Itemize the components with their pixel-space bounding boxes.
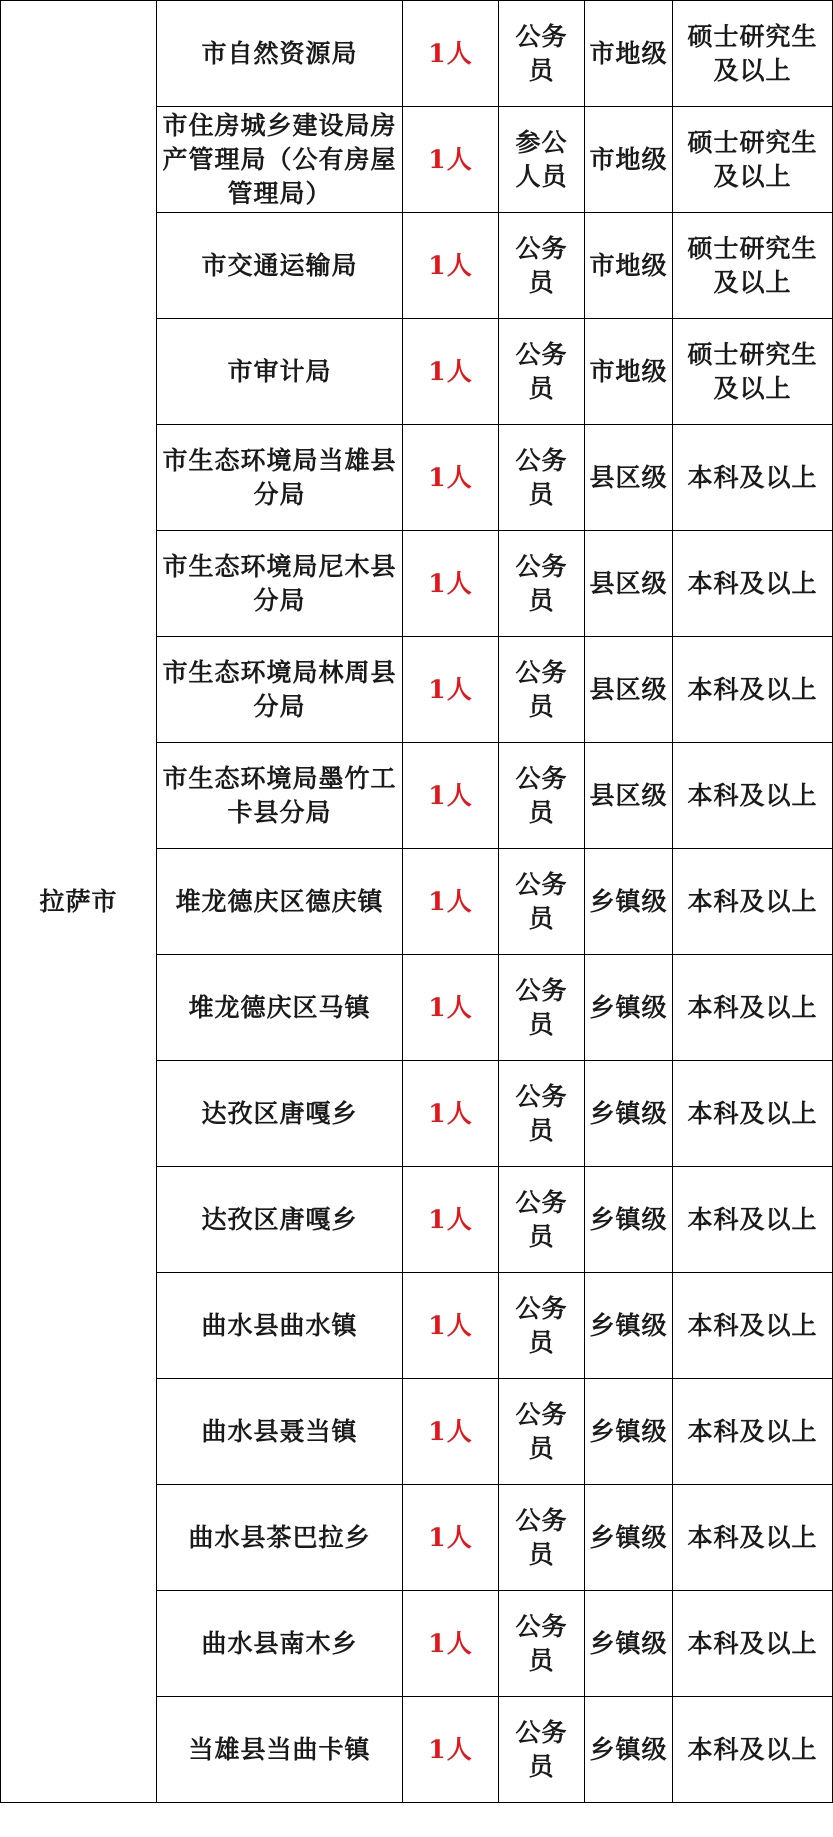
count-cell: 1人 [403,1697,499,1803]
unit-cell: 曲水县南木乡 [157,1591,403,1697]
education-cell: 硕士研究生及以上 [673,213,833,319]
count-cell: 1人 [403,1379,499,1485]
unit-cell: 曲水县茶巴拉乡 [157,1485,403,1591]
type-cell: 公务员 [499,849,585,955]
unit-cell: 堆龙德庆区马镇 [157,955,403,1061]
unit-cell: 达孜区唐嘎乡 [157,1061,403,1167]
level-cell: 市地级 [585,213,673,319]
table-body [1,1,833,1803]
count-cell: 1人 [403,1485,499,1591]
education-cell: 硕士研究生及以上 [673,319,833,425]
education-cell: 本科及以上 [673,637,833,743]
level-cell: 乡镇级 [585,1591,673,1697]
type-cell: 参公人员 [499,107,585,213]
count-cell: 1人 [403,319,499,425]
level-cell: 乡镇级 [585,1485,673,1591]
type-cell: 公务员 [499,1061,585,1167]
education-cell: 本科及以上 [673,1697,833,1803]
count-cell: 1人 [403,849,499,955]
type-cell: 公务员 [499,1167,585,1273]
level-cell: 乡镇级 [585,1273,673,1379]
type-cell: 公务员 [499,1379,585,1485]
count-cell: 1人 [403,107,499,213]
type-cell: 公务员 [499,531,585,637]
unit-cell: 堆龙德庆区德庆镇 [157,849,403,955]
unit-cell: 市生态环境局林周县分局 [157,637,403,743]
type-cell: 公务员 [499,319,585,425]
count-cell: 1人 [403,743,499,849]
education-cell: 本科及以上 [673,1273,833,1379]
type-cell: 公务员 [499,1591,585,1697]
unit-cell: 市生态环境局尼木县分局 [157,531,403,637]
unit-cell: 市住房城乡建设局房产管理局（公有房屋管理局） [157,107,403,213]
unit-cell: 当雄县当曲卡镇 [157,1697,403,1803]
type-cell: 公务员 [499,637,585,743]
unit-cell: 曲水县曲水镇 [157,1273,403,1379]
level-cell: 乡镇级 [585,955,673,1061]
unit-cell: 市生态环境局墨竹工卡县分局 [157,743,403,849]
type-cell: 公务员 [499,213,585,319]
education-cell: 硕士研究生及以上 [673,107,833,213]
education-cell: 本科及以上 [673,1591,833,1697]
count-cell: 1人 [403,955,499,1061]
count-cell: 1人 [403,1061,499,1167]
level-cell: 市地级 [585,1,673,107]
level-cell: 县区级 [585,531,673,637]
level-cell: 市地级 [585,107,673,213]
unit-cell: 市交通运输局 [157,213,403,319]
level-cell: 乡镇级 [585,1167,673,1273]
unit-cell: 达孜区唐嘎乡 [157,1167,403,1273]
level-cell: 乡镇级 [585,1697,673,1803]
education-cell: 本科及以上 [673,425,833,531]
education-cell: 本科及以上 [673,743,833,849]
type-cell: 公务员 [499,743,585,849]
count-cell: 1人 [403,213,499,319]
education-cell: 本科及以上 [673,1379,833,1485]
level-cell: 县区级 [585,637,673,743]
type-cell: 公务员 [499,1485,585,1591]
education-cell: 硕士研究生及以上 [673,1,833,107]
type-cell: 公务员 [499,1697,585,1803]
type-cell: 公务员 [499,1273,585,1379]
unit-cell: 曲水县聂当镇 [157,1379,403,1485]
level-cell: 乡镇级 [585,849,673,955]
level-cell: 乡镇级 [585,1061,673,1167]
unit-cell: 市审计局 [157,319,403,425]
education-cell: 本科及以上 [673,531,833,637]
count-cell: 1人 [403,1167,499,1273]
type-cell: 公务员 [499,955,585,1061]
count-cell: 1人 [403,1273,499,1379]
unit-cell: 市自然资源局 [157,1,403,107]
count-cell: 1人 [403,425,499,531]
education-cell: 本科及以上 [673,849,833,955]
level-cell: 乡镇级 [585,1379,673,1485]
count-cell: 1人 [403,1591,499,1697]
count-cell: 1人 [403,1,499,107]
education-cell: 本科及以上 [673,1167,833,1273]
type-cell: 公务员 [499,1,585,107]
education-cell: 本科及以上 [673,955,833,1061]
education-cell: 本科及以上 [673,1061,833,1167]
education-cell: 本科及以上 [673,1485,833,1591]
table-row [1,1,833,107]
level-cell: 县区级 [585,425,673,531]
unit-cell: 市生态环境局当雄县分局 [157,425,403,531]
count-cell: 1人 [403,531,499,637]
level-cell: 县区级 [585,743,673,849]
city-cell: 拉萨市 [1,1,157,1803]
count-cell: 1人 [403,637,499,743]
level-cell: 市地级 [585,319,673,425]
type-cell: 公务员 [499,425,585,531]
